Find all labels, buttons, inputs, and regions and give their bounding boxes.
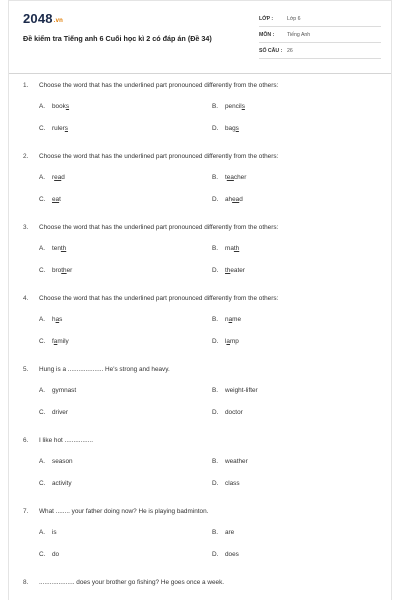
question-text: Choose the word that has the underlined part pronounced differently from the others: — [39, 153, 279, 160]
option-d[interactable] — [212, 338, 239, 345]
question-text: I like hot ................ — [39, 437, 93, 444]
underlined-part: a — [53, 338, 58, 345]
underlined-part: s — [235, 125, 239, 132]
meta-value: 26 — [287, 47, 293, 54]
meta-key: LỚP : — [259, 15, 274, 22]
header-divider — [9, 73, 391, 74]
question-item — [9, 434, 391, 495]
option-c[interactable] — [39, 125, 68, 132]
option-text: bags — [225, 125, 239, 132]
meta-key: SỐ CÂU : — [259, 47, 283, 54]
underlined-part: a — [55, 316, 60, 323]
question-line — [9, 576, 391, 589]
question-number: 5. — [23, 366, 29, 373]
options-grid — [9, 447, 391, 495]
option-a[interactable] — [39, 387, 76, 394]
option-letter: B. — [212, 458, 219, 465]
question-text: Choose the word that has the underlined part pronounced differently from the others: — [39, 82, 279, 89]
option-letter: D. — [212, 125, 219, 132]
option-text: read — [52, 174, 65, 181]
option-c[interactable] — [39, 338, 69, 345]
question-number: 8. — [23, 579, 29, 586]
option-text: ahead — [225, 196, 243, 203]
document-title: Đề kiểm tra Tiếng anh 6 Cuối học kì 2 có đáp án (Đề 34) — [23, 34, 212, 43]
option-text: gymnast — [52, 387, 77, 394]
option-b[interactable] — [212, 529, 234, 536]
option-letter: B. — [212, 103, 219, 110]
option-text: tenth — [52, 245, 67, 252]
option-letter: A. — [39, 245, 46, 252]
question-line — [9, 505, 391, 518]
option-text: lamp — [225, 338, 239, 345]
underlined-part: th — [233, 245, 240, 252]
underlined-part: th — [60, 245, 67, 252]
options-grid — [9, 518, 391, 566]
underlined-part: ea — [52, 196, 60, 203]
question-item — [9, 505, 391, 566]
option-letter: C. — [39, 267, 46, 274]
question-item — [9, 150, 391, 211]
option-b[interactable] — [212, 316, 241, 323]
option-text: eat — [52, 196, 61, 203]
option-text: has — [52, 316, 63, 323]
option-text: math — [225, 245, 240, 252]
underlined-part: s — [64, 125, 68, 132]
option-a[interactable] — [39, 529, 57, 536]
option-letter: C. — [39, 338, 46, 345]
underlined-part: ea — [54, 174, 62, 181]
underlined-part: th — [225, 267, 231, 274]
options-grid — [9, 163, 391, 211]
option-letter: C. — [39, 196, 46, 203]
underlined-part: a — [226, 338, 230, 345]
option-text: books — [52, 103, 70, 110]
option-text: season — [52, 458, 73, 465]
option-letter: B. — [212, 174, 219, 181]
question-text: Choose the word that has the underlined part pronounced differently from the others: — [39, 295, 279, 302]
option-text: brother — [52, 267, 73, 274]
question-number: 2. — [23, 153, 29, 160]
question-line — [9, 79, 391, 92]
option-b[interactable] — [212, 387, 258, 394]
option-letter: A. — [39, 458, 46, 465]
option-text: weight-lifter — [225, 387, 258, 394]
option-text: theater — [225, 267, 245, 274]
option-letter: D. — [212, 480, 219, 487]
option-letter: D. — [212, 267, 219, 274]
question-item — [9, 576, 391, 589]
question-text: .................... does your brother go fishing? He goes once a week. — [39, 579, 225, 586]
option-c[interactable] — [39, 409, 68, 416]
option-letter: B. — [212, 387, 219, 394]
meta-row-class — [259, 11, 381, 27]
question-number: 6. — [23, 437, 29, 444]
option-a[interactable] — [39, 245, 66, 252]
question-text: Hung is a .................... He's strong and heavy. — [39, 366, 170, 373]
question-item — [9, 363, 391, 424]
option-letter: A. — [39, 174, 46, 181]
question-line — [9, 434, 391, 447]
question-text: What ........ your father doing now? He is playing badminton. — [39, 508, 209, 515]
question-item — [9, 221, 391, 282]
option-letter: A. — [39, 529, 46, 536]
option-letter: D. — [212, 338, 219, 345]
option-letter: C. — [39, 125, 46, 132]
option-a[interactable] — [39, 103, 69, 110]
document-page — [8, 0, 392, 600]
option-text: class — [225, 480, 240, 487]
meta-key: MÔN : — [259, 31, 275, 38]
options-grid — [9, 234, 391, 282]
option-a[interactable] — [39, 316, 62, 323]
underlined-part: a — [228, 316, 233, 323]
option-c[interactable] — [39, 551, 59, 558]
option-text: doctor — [225, 409, 243, 416]
option-letter: A. — [39, 316, 46, 323]
question-number: 4. — [23, 295, 29, 302]
underlined-part: s — [241, 103, 245, 110]
underlined-part: th — [61, 267, 67, 274]
logo-suffix: .vn — [53, 18, 64, 24]
question-line — [9, 221, 391, 234]
site-logo[interactable] — [23, 11, 63, 26]
option-text: does — [225, 551, 239, 558]
option-text: activity — [52, 480, 72, 487]
question-number: 3. — [23, 224, 29, 231]
meta-value: Tiếng Anh — [287, 31, 311, 38]
option-b[interactable] — [212, 458, 248, 465]
option-text: name — [225, 316, 242, 323]
underlined-part: ea — [226, 174, 234, 181]
question-line — [9, 292, 391, 305]
question-list — [9, 79, 391, 599]
question-number: 1. — [23, 82, 29, 89]
option-letter: A. — [39, 387, 46, 394]
option-letter: B. — [212, 316, 219, 323]
option-d[interactable] — [212, 551, 239, 558]
options-grid — [9, 92, 391, 140]
option-letter: D. — [212, 409, 219, 416]
underlined-part: s — [65, 103, 70, 110]
meta-table — [259, 11, 381, 59]
meta-row-count — [259, 43, 381, 59]
question-text: Choose the word that has the underlined part pronounced differently from the others: — [39, 224, 279, 231]
option-b[interactable] — [212, 245, 239, 252]
options-grid — [9, 305, 391, 353]
option-letter: A. — [39, 103, 46, 110]
question-item — [9, 79, 391, 140]
underlined-part: ea — [232, 196, 240, 203]
option-text: rulers — [52, 125, 68, 132]
meta-row-subject — [259, 27, 381, 43]
meta-value: Lớp 6 — [287, 15, 301, 22]
option-letter: D. — [212, 196, 219, 203]
option-letter: D. — [212, 551, 219, 558]
option-text: driver — [52, 409, 68, 416]
option-text: family — [52, 338, 69, 345]
option-a[interactable] — [39, 174, 65, 181]
option-letter: C. — [39, 551, 46, 558]
option-d[interactable] — [212, 267, 245, 274]
option-c[interactable] — [39, 196, 61, 203]
option-c[interactable] — [39, 480, 72, 487]
question-line — [9, 363, 391, 376]
option-text: is — [52, 529, 57, 536]
option-d[interactable] — [212, 196, 243, 203]
option-text: are — [225, 529, 235, 536]
question-item — [9, 292, 391, 353]
option-text: teacher — [225, 174, 247, 181]
option-d[interactable] — [212, 480, 240, 487]
option-text: weather — [225, 458, 248, 465]
option-d[interactable] — [212, 409, 243, 416]
option-letter: C. — [39, 409, 46, 416]
option-text: do — [52, 551, 60, 558]
option-b[interactable] — [212, 174, 246, 181]
logo-text: 2048 — [23, 11, 53, 26]
option-letter: C. — [39, 480, 46, 487]
option-letter: B. — [212, 245, 219, 252]
document-header — [9, 1, 391, 61]
question-line — [9, 150, 391, 163]
option-d[interactable] — [212, 125, 239, 132]
option-b[interactable] — [212, 103, 245, 110]
options-grid — [9, 376, 391, 424]
option-letter: B. — [212, 529, 219, 536]
option-c[interactable] — [39, 267, 72, 274]
option-text: pencils — [225, 103, 245, 110]
option-a[interactable] — [39, 458, 73, 465]
question-number: 7. — [23, 508, 29, 515]
